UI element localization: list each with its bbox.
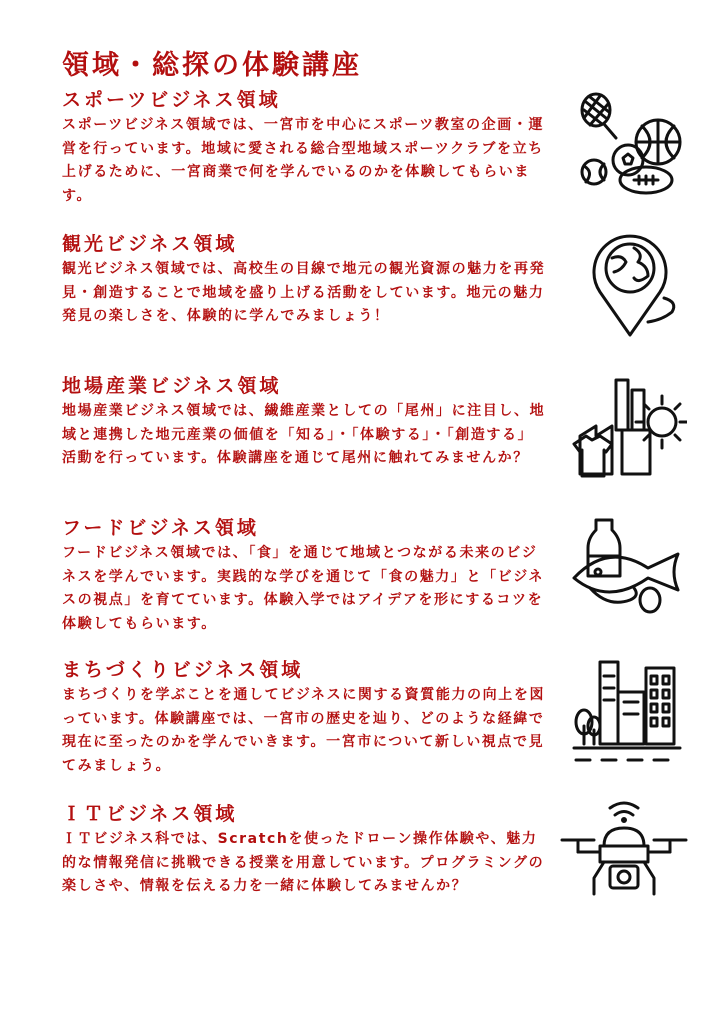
factory-icon xyxy=(572,374,687,484)
section-town-development xyxy=(62,658,562,778)
section-body: フードビジネス領域では、「食」を通じて地域とつながる未来のビジネスを学んでいます。実践的な学びを通じて「食の魅力」と「ビジネスの視点」を育てています。体験入学ではアイデアを形にするコツを体験してもらいます。 xyxy=(62,545,545,632)
section-body: 観光ビジネス領域では、高校生の目線で地元の観光資源の魅力を再発見・創造することで地域を盛り上げる活動をしています。地元の魅力発見の楽しさを、体験的に学んでみましょう！ xyxy=(62,261,546,324)
section-body: ＩＴビジネス科では、Scratchを使ったドローン操作体験や、魅力的な情報発信に挑戦できる授業を用意しています。プログラミングの楽しさや、情報を伝える力を一緒に体験してみませんか？ xyxy=(62,831,545,894)
drone-icon xyxy=(560,798,688,906)
globe-pin-icon xyxy=(578,230,683,340)
section-heading: 観光ビジネス領域 xyxy=(62,233,238,255)
section-food xyxy=(62,516,562,636)
sports-balls-icon xyxy=(576,92,686,197)
section-tourism xyxy=(62,232,562,329)
city-icon xyxy=(572,656,682,768)
section-heading: 地場産業ビジネス領域 xyxy=(62,375,282,397)
section-body: 地場産業ビジネス領域では、繊維産業としての「尾州」に注目し、地域と連携した地元産業の価値を「知る」・「体験する」・「創造する」活動を行っています。体験講座を通じて尾州に触れてみませんか？ xyxy=(62,403,546,466)
section-heading: スポーツビジネス領域 xyxy=(62,89,281,111)
section-heading: まちづくりビジネス領域 xyxy=(62,659,304,681)
page-title: 領域・総探の体験講座 xyxy=(62,50,362,81)
section-heading: ＩＴビジネス領域 xyxy=(62,803,238,825)
section-it xyxy=(62,802,562,899)
food-icon xyxy=(568,516,686,616)
section-sports xyxy=(62,88,562,208)
section-heading: フードビジネス領域 xyxy=(62,517,259,539)
section-body: スポーツビジネス領域では、一宮市を中心にスポーツ教室の企画・運営を行っています。地域に愛される総合型地域スポーツクラブを立ち上げるために、一宮商業で何を学んでいるのかを体験してもらいます。 xyxy=(62,117,545,204)
section-local-industry xyxy=(62,374,562,471)
section-body: まちづくりを学ぶことを通してビジネスに関する資質能力の向上を図っています。体験講座では、一宮市の歴史を辿り、どのような経緯で現在に至ったのかを学んでいきます。一宮市について新しい視点で見てみましょう。 xyxy=(62,687,546,774)
